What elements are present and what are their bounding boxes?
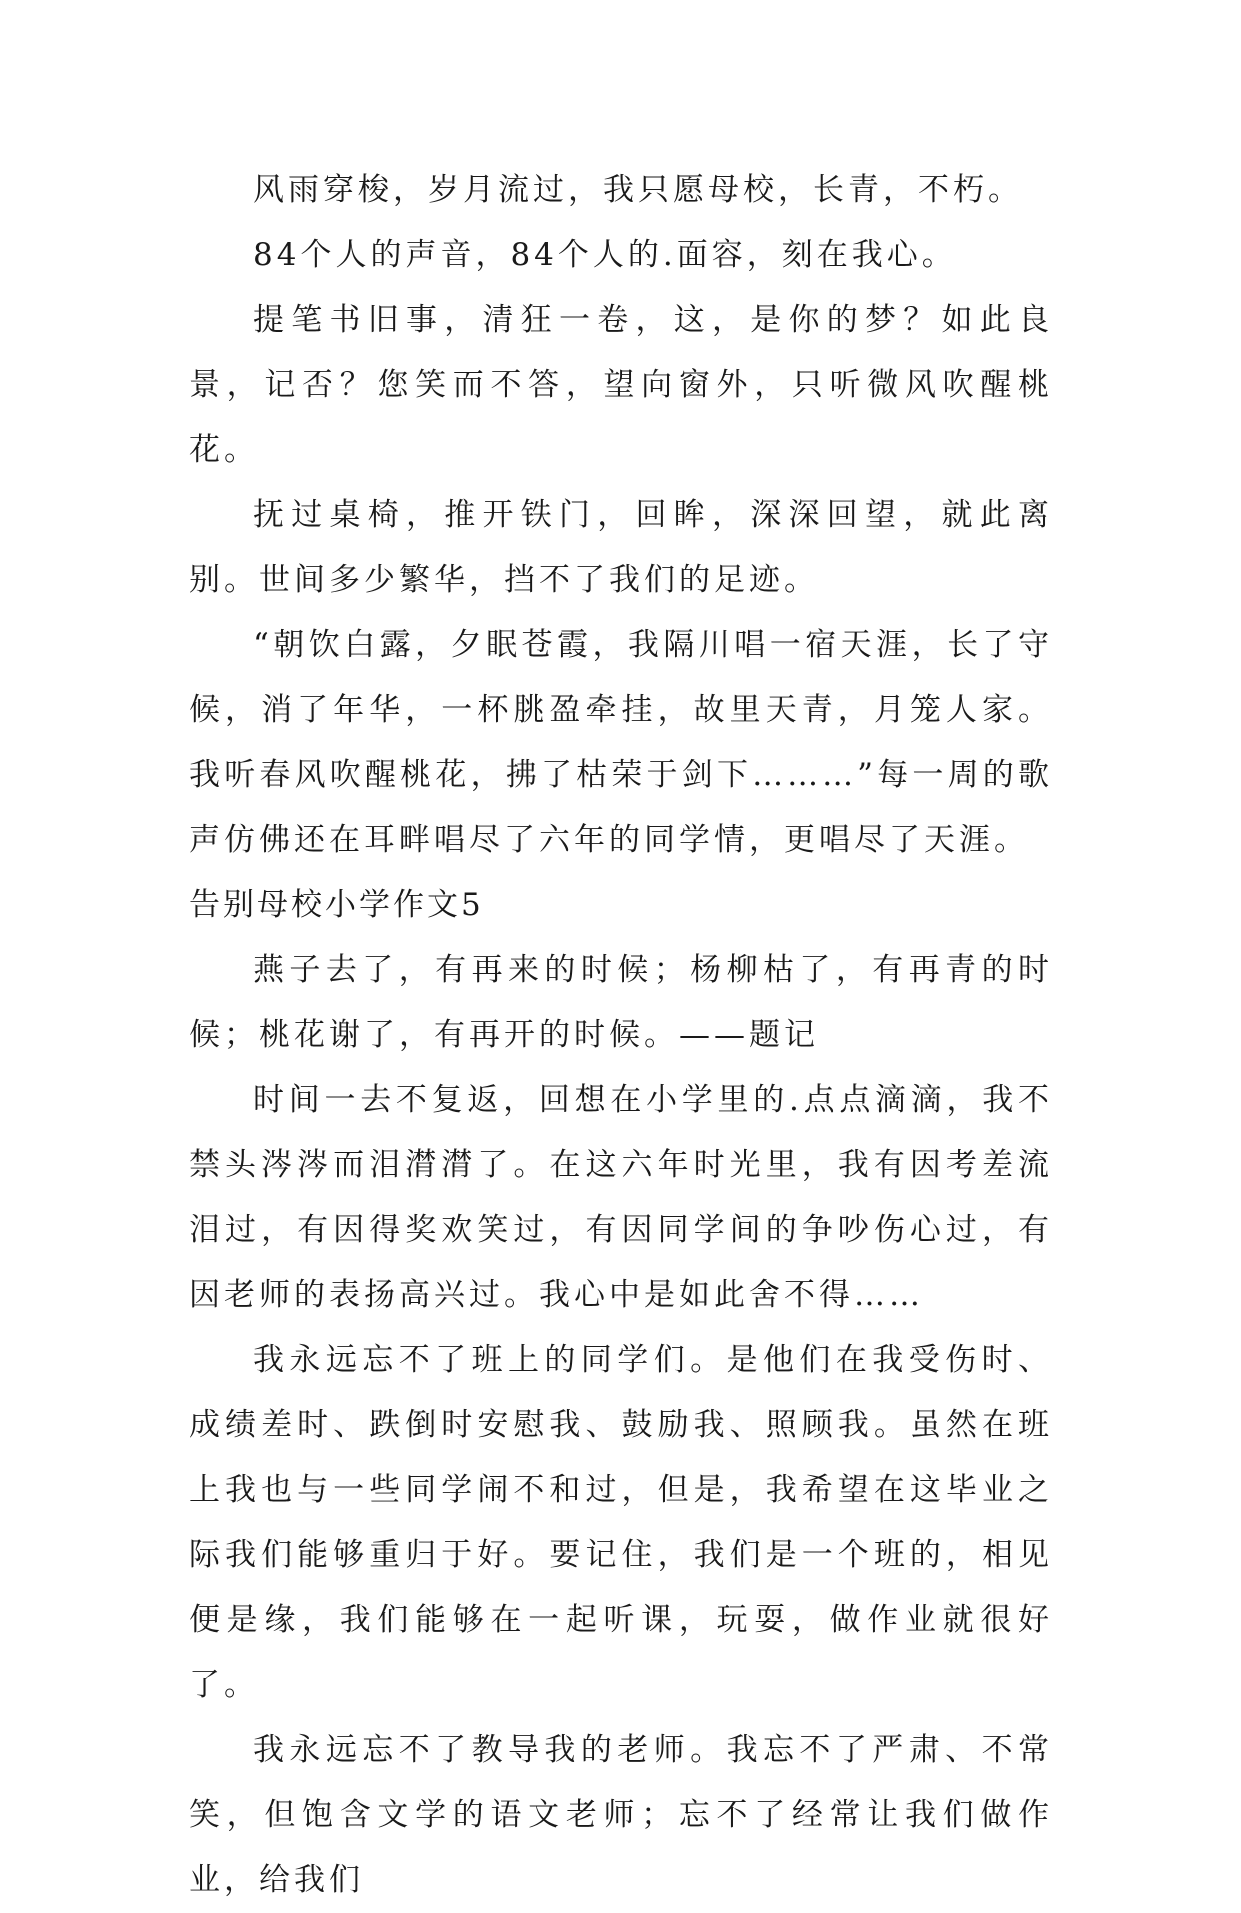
paragraph: 84个人的声音，84个人的.面容，刻在我心。 bbox=[253, 237, 957, 273]
document-body bbox=[189, 158, 1053, 1913]
paragraph: 我永远忘不了教导我的老师。我忘不了严肃、不常笑，但饱含文学的语文老师；忘不了经常让我们做作业，给我们 bbox=[189, 1732, 1053, 1898]
paragraph: 燕子去了，有再来的时候；杨柳枯了，有再青的时候；桃花谢了，有再开的时候。——题记 bbox=[189, 952, 1053, 1053]
paragraph: 风雨穿梭，岁月流过，我只愿母校，长青，不朽。 bbox=[253, 172, 1023, 208]
section-heading: 告别母校小学作文5 bbox=[189, 887, 484, 923]
paragraph: 提笔书旧事，清狂一卷，这，是你的梦？如此良景，记否？您笑而不答，望向窗外，只听微风吹醒桃花。 bbox=[189, 302, 1053, 468]
paragraph: 我永远忘不了班上的同学们。是他们在我受伤时、成绩差时、跌倒时安慰我、鼓励我、照顾我。虽然在班上我也与一些同学闹不和过，但是，我希望在这毕业之际我们能够重归于好。要记住，我们是一个班的，相见便是缘，我们能够在一起听课，玩耍，做作业就很好了。 bbox=[189, 1342, 1053, 1703]
paragraph: “朝饮白露，夕眠苍霞，我隔川唱一宿天涯，长了守候，消了年华，一杯朓盈牵挂，故里天青，月笼人家。我听春风吹醒桃花，拂了枯荣于剑下………”每一周的歌声仿佛还在耳畔唱尽了六年的同学情，更唱尽了天涯。 bbox=[189, 627, 1053, 858]
paragraph: 抚过桌椅，推开铁门，回眸，深深回望，就此离别。世间多少繁华，挡不了我们的足迹。 bbox=[189, 497, 1053, 598]
paragraph: 时间一去不复返，回想在小学里的.点点滴滴，我不禁头涔涔而泪潸潸了。在这六年时光里，我有因考差流泪过，有因得奖欢笑过，有因同学间的争吵伤心过，有因老师的表扬高兴过。我心中是如此舍不得…… bbox=[189, 1082, 1053, 1313]
